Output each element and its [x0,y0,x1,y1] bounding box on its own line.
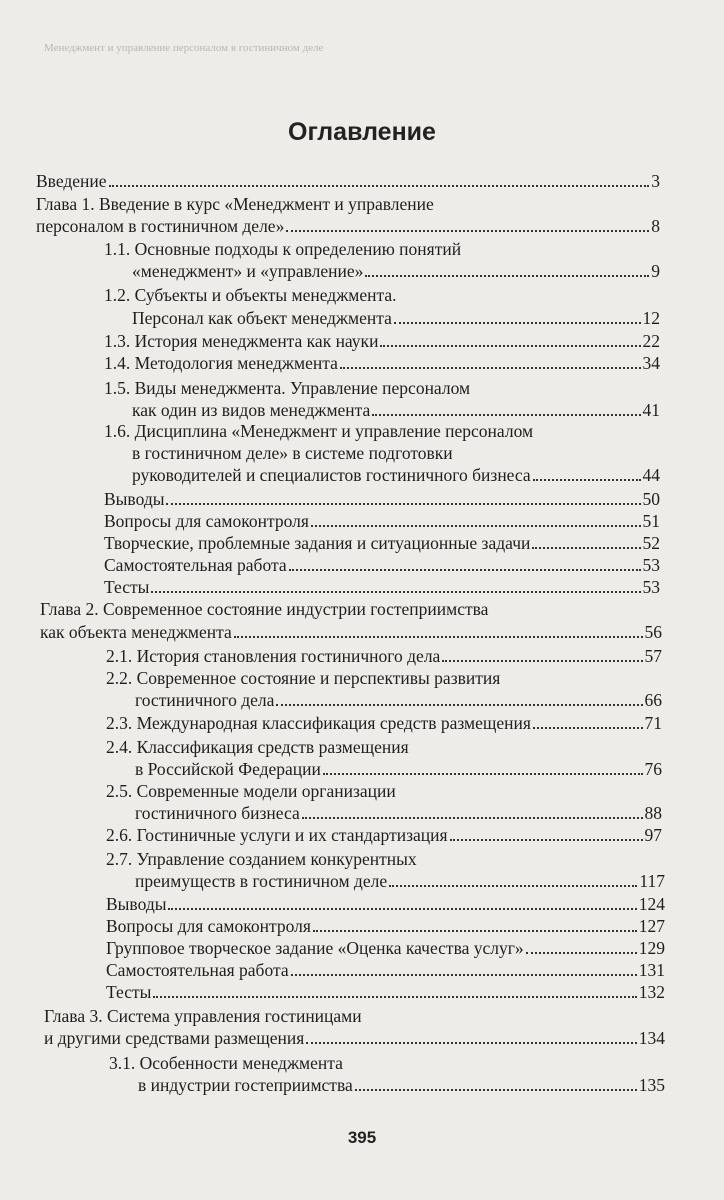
leader-dots [532,546,640,549]
leader-dots [533,726,643,729]
toc-entry-title: Вопросы для самоконтроля [104,511,309,531]
leader-dots [311,524,641,527]
toc-entry [104,554,660,576]
toc-entry-title: «менеджмент» и «управление» [132,261,364,281]
leader-dots [234,635,643,638]
toc-entry-title: Тесты [106,982,152,1002]
toc-entry [106,667,662,689]
toc-entry [36,215,660,237]
toc-entry-title: Самостоятельная работа [104,555,287,575]
toc-entry-title: Глава 1. Введение в курс «Менеджмент и управление [36,194,434,214]
toc-entry-title: преимуществ в гостиничном деле [135,871,388,891]
toc-entry-title: гостиничного дела [135,690,275,710]
toc-entry [109,1052,665,1074]
toc-entry [104,238,660,260]
toc-page-number: 52 [642,533,660,553]
leader-dots [109,184,650,187]
leader-dots [323,772,643,775]
toc-page-number: 12 [642,308,660,328]
page-title: Оглавление [288,118,436,146]
toc-entry [138,1074,665,1096]
toc-entry [104,576,660,598]
toc-page-number: 34 [642,353,660,373]
toc-page-number: 22 [642,331,660,351]
toc-entry-title: гостиничного бизнеса [135,803,300,823]
toc-page-number: 9 [651,261,660,281]
toc-entry-title: Введение [36,171,107,191]
toc-entry-title: 2.4. Классификация средств размещения [106,737,409,757]
leader-dots [526,951,637,954]
toc-entry-title: Групповое творческое задание «Оценка качества услуг» [106,938,524,958]
toc-page-number: 135 [638,1075,665,1095]
toc-page-number: 56 [644,622,662,642]
toc-entry-title: 1.4. Методология менеджмента [104,353,338,373]
toc-page-number: 53 [642,577,660,597]
toc-entry-title: 2.3. Международная классификация средств размещения [106,713,531,733]
leader-dots [394,321,641,324]
toc-entry [135,758,662,780]
toc-entry [106,848,662,870]
leader-dots [340,366,641,369]
toc-entry-title: Вопросы для самоконтроля [106,916,311,936]
toc-entry [106,937,665,959]
leader-dots [355,1088,637,1091]
toc-entry [106,712,662,734]
toc-entry [104,510,660,532]
toc-entry [132,399,660,421]
toc-entry [106,824,662,846]
toc-entry-title: Глава 2. Современное состояние индустрии гостеприимства [40,599,489,619]
toc-entry-title: Самостоятельная работа [106,960,289,980]
toc-entry-title: 1.2. Субъекты и объекты менеджмента. [104,285,397,305]
toc-entry-title: 2.6. Гостиничные услуги и их стандартизация [106,825,448,845]
toc-entry [36,170,660,192]
toc-entry [106,645,662,667]
toc-entry [132,464,660,486]
toc-entry-title: 2.2. Современное состояние и перспективы развития [106,668,501,688]
leader-dots [533,478,641,481]
leader-dots [313,929,637,932]
toc-entry [135,870,665,892]
toc-page-number: 41 [642,400,660,420]
leader-dots [168,907,636,910]
leader-dots [286,229,649,232]
toc-entry-title: Персонал как объект менеджмента [132,308,392,328]
toc-entry-title: и другими средствами размещения [44,1028,305,1048]
toc-entry-title: 1.3. История менеджмента как науки [104,331,379,351]
toc-entry-title: руководителей и специалистов гостиничного бизнеса [132,465,531,485]
toc-entry [135,802,662,824]
toc-entry [104,284,660,306]
toc-page-number: 50 [642,489,660,509]
toc-entry-title: Творческие, проблемные задания и ситуационные задачи [104,533,531,553]
toc-page-number: 88 [644,803,662,823]
toc-entry [106,915,665,937]
leader-dots [389,884,637,887]
toc-page-number: 127 [638,916,665,936]
toc-entry-title: 2.7. Управление созданием конкурентных [106,849,417,869]
leader-dots [302,816,643,819]
leader-dots [372,413,640,416]
toc-entry [106,959,665,981]
leader-dots [365,274,649,277]
toc-entry [106,736,662,758]
leader-dots [166,502,640,505]
toc-entry-title: Выводы [106,894,167,914]
toc-entry [132,307,660,329]
toc-entry-title: 2.1. История становления гостиничного дела [106,646,441,666]
toc-page-number: 8 [651,216,660,236]
toc-page-number: 129 [638,938,665,958]
toc-page-number: 44 [642,465,660,485]
toc-entry-title: 2.5. Современные модели организации [106,781,396,801]
toc-page-number: 57 [644,646,662,666]
toc-entry [104,352,660,374]
leader-dots [276,703,642,706]
toc-page-number: 134 [638,1028,665,1048]
toc-entry [135,689,662,711]
leader-dots [306,1041,636,1044]
leader-dots [442,659,642,662]
toc-entry [132,260,660,282]
toc-entry [104,377,660,399]
toc-entry [106,780,662,802]
toc-page-number: 124 [638,894,665,914]
toc-page-number: 51 [642,511,660,531]
toc-entry [40,621,662,643]
toc-entry [44,1027,665,1049]
leader-dots [450,838,643,841]
toc-entry [132,442,660,464]
toc-entry-title: 1.6. Дисциплина «Менеджмент и управление персоналом [104,421,534,441]
toc-entry-title: Глава 3. Система управления гостиницами [44,1006,362,1026]
toc-page-number: 76 [644,759,662,779]
toc-entry [36,193,660,215]
toc-entry-title: Выводы [104,489,165,509]
toc-entry [106,893,665,915]
toc-entry-title: Тесты [104,577,150,597]
running-header: Менеджмент и управление персоналом в гостиничном деле [44,42,324,54]
toc-entry-title: 1.1. Основные подходы к определению понятий [104,239,462,259]
leader-dots [289,568,641,571]
toc-entry [44,1005,665,1027]
toc-page-number: 117 [639,871,665,891]
toc-entry-title: в индустрии гостеприимства [138,1075,353,1095]
toc-entry [40,598,662,620]
toc-page-number: 53 [642,555,660,575]
toc-page-number: 132 [638,982,665,1002]
toc-entry [104,532,660,554]
toc-entry [104,330,660,352]
toc-page-number: 66 [644,690,662,710]
leader-dots [151,590,640,593]
leader-dots [380,344,640,347]
toc-page-number: 97 [644,825,662,845]
toc-entry-title: 1.5. Виды менеджмента. Управление персоналом [104,378,471,398]
toc-entry [104,420,660,442]
page-number: 395 [347,1128,377,1147]
toc-entry-title: как объекта менеджмента [40,622,232,642]
toc-entry-title: как один из видов менеджмента [132,400,371,420]
toc-entry [104,488,660,510]
toc-page-number: 71 [644,713,662,733]
toc-page-number: 131 [638,960,665,980]
toc-page-number: 3 [651,171,660,191]
toc-entry-title: в Российской Федерации [135,759,321,779]
toc-entry-title: в гостиничном деле» в системе подготовки [132,443,453,463]
toc-entry-title: персоналом в гостиничном деле» [36,216,285,236]
leader-dots [153,995,636,998]
leader-dots [291,973,637,976]
toc-entry-title: 3.1. Особенности менеджмента [109,1053,343,1073]
toc-entry [106,981,665,1003]
